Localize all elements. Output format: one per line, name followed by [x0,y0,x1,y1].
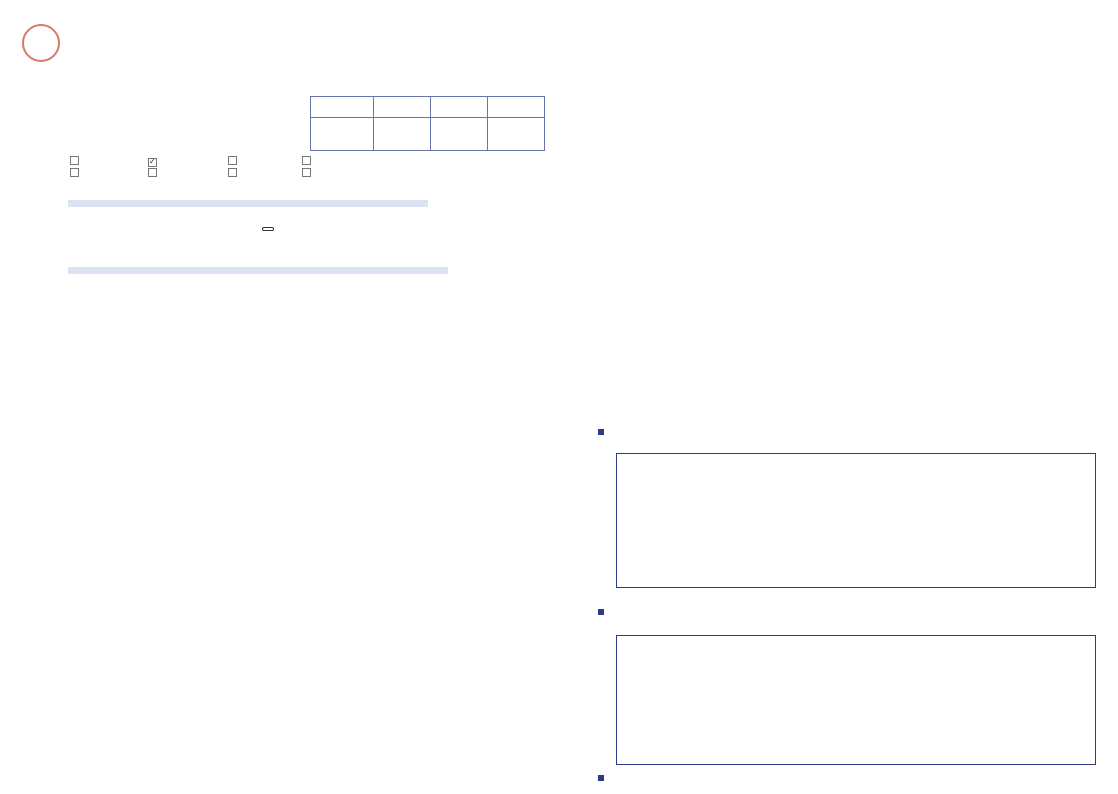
staff-value-technical [431,118,488,151]
store-checkbox-5[interactable] [148,168,161,178]
section-bullet-icon [598,429,604,435]
company-seal-stamp [22,24,60,62]
staff-table [310,96,545,151]
checkbox-icon[interactable] [228,168,237,177]
footer [598,772,610,785]
comment1-box[interactable] [616,453,1096,588]
question-title-bar [68,200,428,207]
store-checkbox-6[interactable] [228,168,241,178]
section-bullet-icon [598,775,604,781]
comment2-prompt [598,606,610,619]
staff-header-sales [311,97,374,118]
staff-value-planner [374,118,431,151]
checkbox-icon[interactable] [70,156,79,165]
store-checkbox-1[interactable] [148,156,161,167]
checkbox-icon[interactable] [228,156,237,165]
store-checkbox-0[interactable] [70,156,83,166]
checkbox-icon[interactable] [148,168,157,177]
answer-option[interactable] [262,227,274,231]
section-bullet-icon [598,609,604,615]
store-checkbox-2[interactable] [228,156,241,166]
store-checkbox-3[interactable] [302,156,315,166]
question-title-bar [68,267,448,274]
staff-header-technical [431,97,488,118]
checkbox-icon[interactable]: ✓ [149,157,156,166]
staff-value-realestate [488,118,545,151]
store-checkbox-4[interactable] [70,168,83,178]
staff-header-planner [374,97,431,118]
staff-header-realestate [488,97,545,118]
staff-value-sales [311,118,374,151]
comment2-box[interactable] [616,635,1096,765]
comment1-prompt [598,426,610,439]
checkbox-icon[interactable] [302,168,311,177]
store-checkbox-7[interactable] [302,168,315,178]
checkbox-icon[interactable] [302,156,311,165]
checkbox-icon[interactable] [70,168,79,177]
